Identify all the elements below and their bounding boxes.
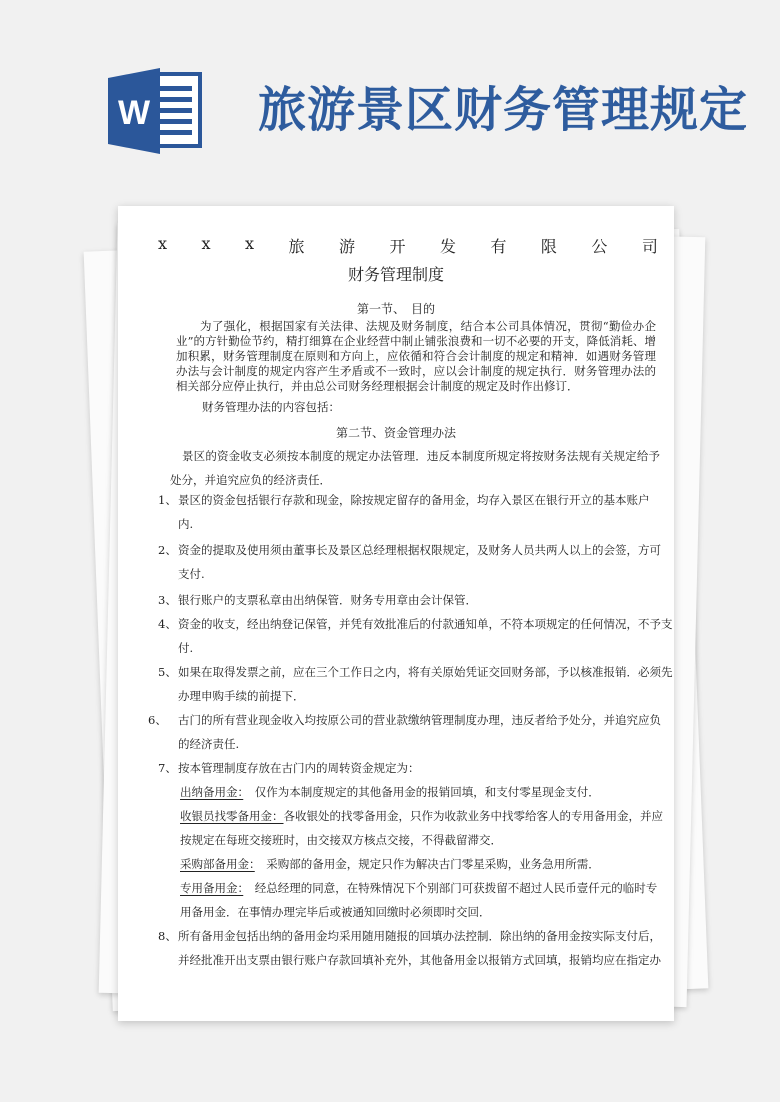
fund-text: 采购部的备用金，规定只作为解决古门零星采购，业务急用所需． <box>254 857 600 871</box>
section-heading: 第一节、 目的 <box>356 302 435 316</box>
fund-label: 出纳备用金： <box>180 785 244 799</box>
item-line: 资金的提取及使用须由董事长及景区总经理根据权限规定，及财务人员共两人以上的会签，方可 <box>178 543 661 557</box>
company-name <box>158 234 658 257</box>
contents-line: 财务管理办法的内容包括： <box>202 400 340 414</box>
item-number: 3、 <box>158 593 177 607</box>
company-char: 公 <box>591 237 608 256</box>
company-char: x <box>245 234 255 253</box>
company-char: 游 <box>338 237 355 256</box>
company-char: 司 <box>641 237 658 256</box>
item-line: 银行账户的支票私章由出纳保管．财务专用章由会计保管． <box>178 593 477 607</box>
section-heading: 第二节、资金管理办法 <box>335 426 456 440</box>
word-icon-letter: W <box>117 94 151 132</box>
fund-label: 采购部备用金： <box>180 857 255 871</box>
item-number: 8、 <box>158 929 177 943</box>
company-char: 开 <box>389 237 406 256</box>
item-number: 5、 <box>158 665 177 679</box>
item-line: 内. <box>178 517 194 531</box>
document-page <box>118 206 674 1021</box>
company-char: 发 <box>439 237 456 256</box>
fund-text: 按规定在每班交接班时，由交接双方核点交接，不得截留滞交． <box>180 833 502 847</box>
fund-label: 专用备用金： <box>180 881 244 895</box>
company-char: 有 <box>490 237 507 256</box>
page-title: 旅游景区财务管理规定 <box>258 82 749 138</box>
company-char: 限 <box>540 237 557 256</box>
item-line: 所有备用金包括出纳的备用金均采用随用随报的回填办法控制．除出纳的备用金按实际支付后， <box>178 929 661 943</box>
item-line: 并经批准开出支票由银行账户存款回填补充外，其他备用金以报销方式回填，报销均应在指定办 <box>178 953 661 967</box>
item-number: 4、 <box>158 617 177 631</box>
fund-text: 仅作为本制度规定的其他备用金的报销回填，和支付零星现金支付． <box>243 785 600 799</box>
item-line: 如果在取得发票之前，应在三个工作日之内，将有关原始凭证交回财务部，予以核准报销．必须先 <box>178 665 673 679</box>
section-intro: 景区的资金收支必须按本制度的规定办法管理．违反本制度所规定将按财务法规有关规定给予处分，并追究应负的经济责任． <box>170 449 660 487</box>
item-line: 办理申购手续的前提下． <box>178 689 305 703</box>
item-number: 7、 <box>158 761 177 775</box>
company-char: x <box>201 234 211 253</box>
item-number: 6、 <box>148 713 167 727</box>
fund-text: 经总经理的同意，在特殊情况下个别部门可获拨留不超过人民币壹仟元的临时专 <box>243 881 658 895</box>
purpose-paragraph: 为了强化，根据国家有关法律、法规及财务制度，结合本公司具体情况，贯彻“勤俭办企业”的方针勤俭节约，精打细算在企业经营中制止铺张浪费和一切不必要的开支，降低消耗、增加积累，财务管理制度在原则和方向上，应依循和符合会计制度的规定和精神．如遇财务管理办法与会计制度的规定内容产生矛盾或不一致时，应以会计制度的规定执行．财务管理办法的相关部分应停止执行，并由总公司财务经理根据会计制度的规定及时作出修订． <box>176 319 656 393</box>
item-line: 景区的资金包括银行存款和现金，除按规定留存的备用金，均存入景区在银行开立的基本账户 <box>178 493 650 507</box>
item-line: 古门的所有营业现金收入均按原公司的营业款缴纳管理制度办理，违反者给予处分，并追究应负 <box>178 713 661 727</box>
fund-text: 用备用金．在事情办理完毕后或被通知回缴时必须即时交回． <box>180 905 491 919</box>
item-line: 资金的收支，经出纳登记保管，并凭有效批准后的付款通知单，不符本项规定的任何情况，不予支 <box>178 617 673 631</box>
fund-label: 收银员找零备用金： <box>180 809 284 823</box>
fund-text: 各收银处的找零备用金，只作为收款业务中找零给客人的专用备用金，并应 <box>283 809 663 823</box>
item-number: 1、 <box>158 493 177 507</box>
item-line: 的经济责任. <box>178 737 240 751</box>
company-char: 旅 <box>288 237 305 256</box>
item-line: 支付. <box>178 567 205 581</box>
item-number: 2、 <box>158 543 177 557</box>
banner <box>0 0 780 200</box>
company-char: x <box>158 234 168 253</box>
document-title: 财务管理制度 <box>347 265 444 284</box>
item-line: 按本管理制度存放在古门内的周转资金规定为： <box>178 761 420 775</box>
item-line: 付. <box>178 641 194 655</box>
word-document-icon <box>108 68 204 154</box>
